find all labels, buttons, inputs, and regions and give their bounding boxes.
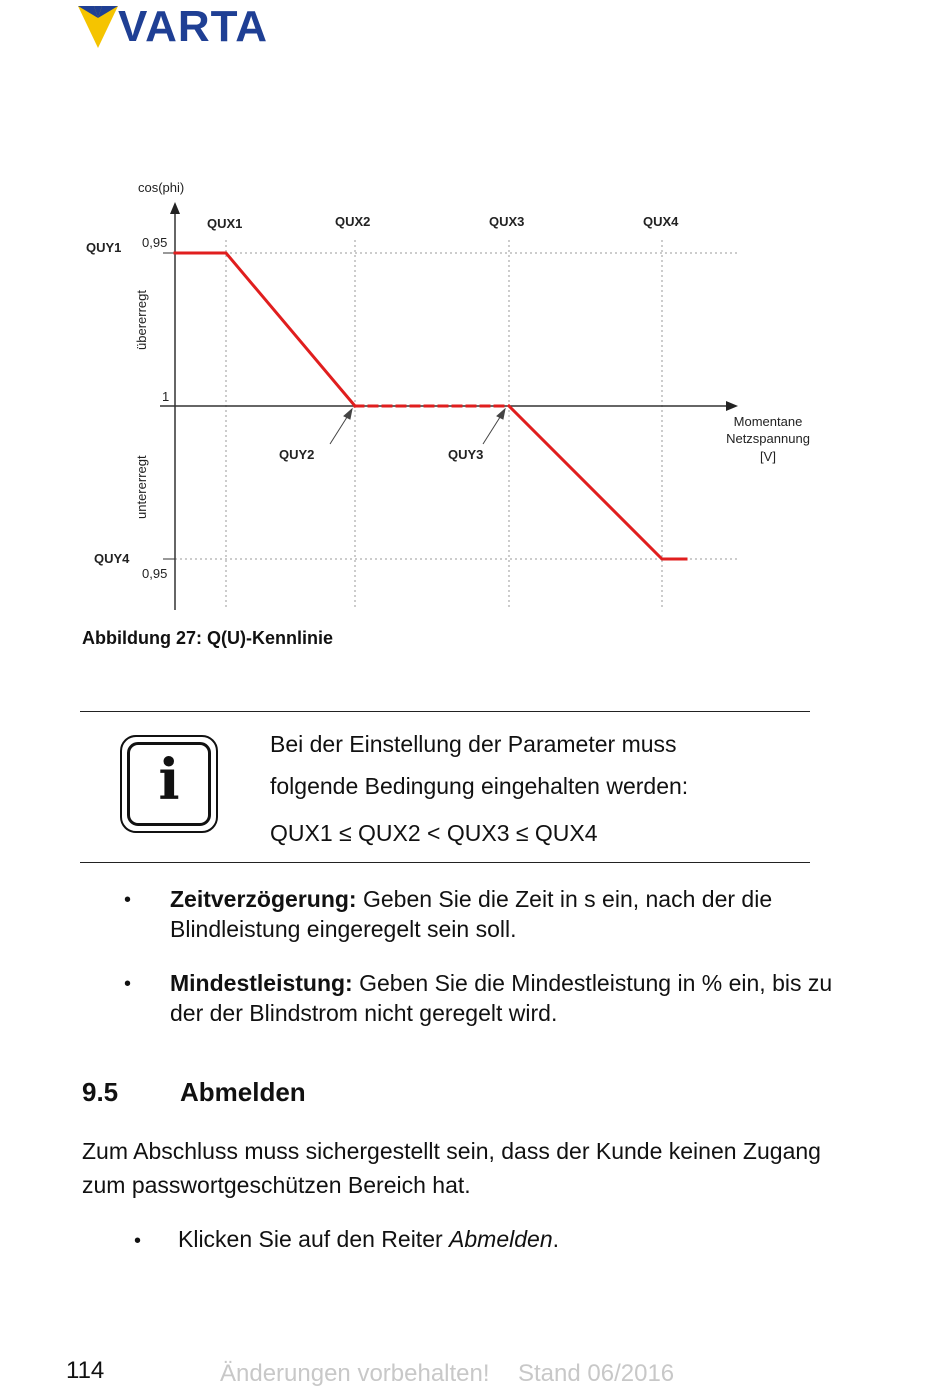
section-number: 9.5 <box>82 1077 119 1107</box>
info-rule-bottom <box>80 862 810 863</box>
qux2-label: QUX2 <box>335 214 371 229</box>
x-axis-arrow <box>726 401 738 411</box>
info-condition: QUX1 ≤ QUX2 < QUX3 ≤ QUX4 <box>270 820 598 846</box>
x-axis-label-line2: Netzspannung <box>726 431 810 446</box>
info-text-line2: folgende Bedingung eingehalten werden: <box>270 773 689 799</box>
page-number: 114 <box>66 1357 105 1384</box>
step-instruction <box>178 1226 559 1253</box>
logo-text: VARTA <box>118 2 269 51</box>
region-lower-label: untererregt <box>134 455 149 519</box>
y-axis-label: cos(phi) <box>138 180 185 195</box>
bullet-term: Mindestleistung: <box>170 970 353 996</box>
x-axis-label-line3: [V] <box>760 449 776 464</box>
info-text-line1: Bei der Einstellung der Parameter muss <box>270 731 677 757</box>
quy4-label: QUY4 <box>94 551 130 566</box>
figure-caption: Abbildung 27: Q(U)-Kennlinie <box>82 628 333 648</box>
qu-characteristic-diagram <box>0 0 950 640</box>
step-emphasis: Abmelden <box>449 1226 553 1252</box>
step-bullet-marker: • <box>134 1230 142 1252</box>
footer-note: Änderungen vorbehalten! <box>220 1360 490 1387</box>
footer-date: Stand 06/2016 <box>518 1360 675 1387</box>
curve-segment-lower <box>509 406 686 559</box>
step-prefix: Klicken Sie auf den Reiter <box>178 1226 450 1252</box>
quy3-label: QUY3 <box>448 447 484 462</box>
x-axis-label-line1: Momentane <box>733 414 803 429</box>
tick-label-bottom: 0,95 <box>142 566 168 581</box>
qux4-label: QUX4 <box>643 214 679 229</box>
bullet-marker: • <box>124 973 132 995</box>
quy3-pointer-head <box>497 409 505 419</box>
info-icon-glyph: i <box>158 747 180 813</box>
info-icon <box>120 735 218 833</box>
bullet-mindestleistung <box>170 968 850 1028</box>
bullet-description: Geben Sie die Zeit in s ein, nach der die Blindleistung eingeregelt sein soll. <box>170 886 773 942</box>
bullet-description: Geben Sie die Mindestleistung in % ein, bis zu der der Blindstrom nicht geregelt wird. <box>170 970 833 1026</box>
quy2-pointer <box>330 414 349 444</box>
info-rule-top <box>80 711 810 712</box>
quy2-pointer-head <box>344 409 352 419</box>
region-upper-label: übererregt <box>134 290 149 350</box>
quy2-label: QUY2 <box>279 447 315 462</box>
section-title: Abmelden <box>180 1077 306 1107</box>
section-paragraph: Zum Abschluss muss sichergestellt sein, dass der Kunde keinen Zugang zum passwortgeschützen Bereich hat. <box>82 1138 821 1198</box>
y-axis-arrow <box>170 202 180 214</box>
bullet-zeitverzoegerung <box>170 884 850 944</box>
quy1-label: QUY1 <box>86 240 122 255</box>
quy3-pointer <box>483 414 502 444</box>
qux3-label: QUX3 <box>489 214 525 229</box>
step-suffix: . <box>552 1226 560 1252</box>
bullet-marker: • <box>124 889 132 911</box>
curve-segment-upper <box>175 253 355 406</box>
qux1-label: QUX1 <box>207 216 243 231</box>
tick-label-top: 0,95 <box>142 235 168 250</box>
bullet-term: Zeitverzögerung: <box>170 886 357 912</box>
tick-label-mid: 1 <box>162 389 170 404</box>
